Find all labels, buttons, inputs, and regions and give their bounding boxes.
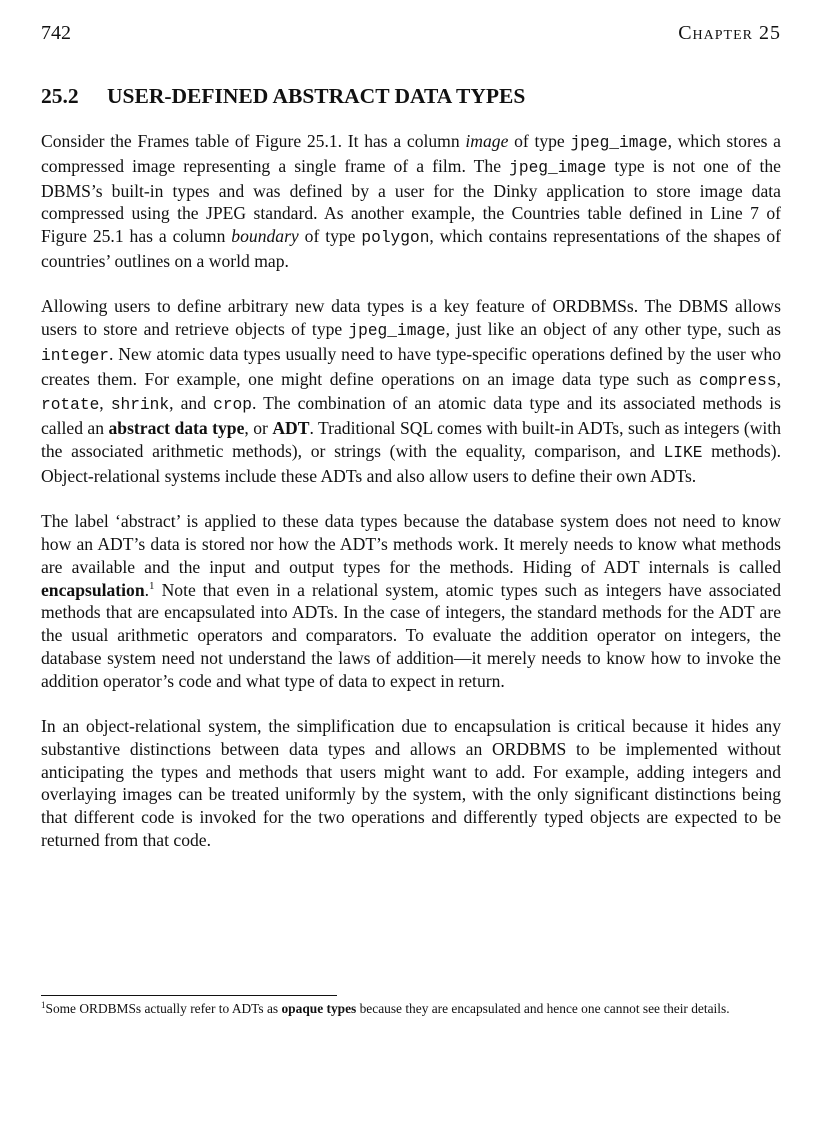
p1-code-polygon: polygon — [361, 229, 430, 248]
p2-code-jpeg-image: jpeg_image — [348, 322, 446, 341]
p1-emph-image: image — [465, 131, 509, 151]
p2-text: , or — [244, 418, 273, 439]
p2-text: . New atomic data types usually need to have type-specific operations defined by the user who creates them. For example, one might define operations on an image data type such as — [41, 343, 781, 389]
running-head — [41, 22, 781, 46]
footnote-marker: 1 — [41, 1000, 46, 1010]
p3-text: Note that even in a relational system, atomic types such as integers have associated methods that are encapsulated into ADTs. In the case of integers, the standard methods for the ADT are the usual arithmetic operators and comparators. To evaluate the addition operator on integers, the database system need not understand the laws of addition—it merely needs to know how to invoke the addition operator’s code and what type of data to expect in return. — [41, 579, 781, 691]
body-text — [41, 130, 781, 874]
p2-text: , — [99, 393, 111, 414]
p1-text: , which stores a compressed image representing a single frame of a film. The — [41, 131, 781, 176]
p2-text: . Traditional SQL comes with built-in ADTs, such as integers (with the associated arithmetic methods), or strings (with the equality, comparison, and — [41, 418, 781, 462]
p1-emph-boundary: boundary — [231, 226, 299, 247]
paragraph-3 — [41, 510, 781, 692]
p2-text: , just like an object of any other type, such as — [445, 319, 781, 340]
p1-code-jpeg-image: jpeg_image — [570, 134, 668, 152]
section-number: 25.2 — [41, 84, 79, 108]
p2-text: . The combination of an atomic data type and its associated methods is called an — [41, 393, 782, 439]
footnote-term-opaque-types: opaque types — [281, 1001, 357, 1016]
p1-text: type is not one of the DBMS’s built-in types and was defined by a user for the Dinky application to store image data compressed using the JPEG standard. As another example, the Countries table defined in Line 7 of Figure 25.1 has a column — [41, 155, 781, 247]
p2-code-compress: compress — [698, 371, 777, 390]
footnote-text: Some ORDBMSs actually refer to ADTs as — [45, 1001, 282, 1016]
p2-code-like: LIKE — [663, 444, 703, 463]
paragraph-2 — [41, 295, 781, 487]
page-number: 742 — [41, 22, 71, 44]
footnote-rule — [41, 995, 337, 996]
paragraph-4 — [41, 715, 781, 852]
chapter-label-text: Chapter 25 — [678, 22, 781, 44]
p4-text: In an object-relational system, the simplification due to encapsulation is critical because it hides any substantive distinctions between data types and allows an ORDBMS to be implemented without anticipating the types and methods that users might want to add. For example, adding integers and overlaying images can be treated uniformly by the system, with the only significant distinctions being that different code is invoked for the two operations and differently typed objects are expected to be returned from that code. — [41, 716, 781, 851]
p2-code-rotate: rotate — [41, 396, 100, 415]
footnote-reference[interactable]: 1 — [149, 579, 155, 592]
p2-text: , — [776, 368, 781, 389]
p2-code-shrink: shrink — [110, 396, 170, 415]
p1-text: Consider the Frames table of Figure 25.1. It has a column — [41, 131, 466, 151]
p2-code-crop: crop — [213, 396, 252, 415]
footnote-text: because they are encapsulated and hence one cannot see their details. — [356, 1001, 730, 1016]
p3-text: The label ‘abstract’ is applied to these data types because the database system does not need to know how an ADT’s data is stored nor how the ADT’s methods work. It merely needs to know what methods are available and the input and output types for the methods. Hiding of ADT internals is called — [41, 511, 781, 577]
p1-text: of type — [508, 131, 571, 151]
footnote — [41, 1000, 781, 1018]
p2-code-integer: integer — [41, 346, 109, 365]
p2-term-abstract-data-type: abstract data type — [108, 418, 245, 439]
p1-text: of type — [298, 226, 362, 247]
chapter-label — [678, 22, 781, 45]
section-title — [41, 84, 525, 109]
p2-text: Allowing users to define arbitrary new data types is a key feature of ORDBMSs. The DBMS allows users to store and retrieve objects of type — [41, 296, 781, 340]
paragraph-1 — [41, 130, 781, 273]
p1-code-jpeg-image: jpeg_image — [509, 158, 607, 177]
section-title-text: USER-DEFINED ABSTRACT DATA TYPES — [107, 84, 526, 108]
p3-text: . — [144, 579, 150, 600]
p2-text: methods). Object-relational systems include these ADTs and also allow users to define their own ADTs. — [41, 441, 781, 486]
p2-text: , and — [169, 393, 214, 414]
p3-term-encapsulation: encapsulation — [41, 579, 145, 600]
p1-text: , which contains representations of the shapes of countries’ outlines on a world map. — [41, 226, 781, 271]
p2-term-adt: ADT — [272, 418, 310, 439]
